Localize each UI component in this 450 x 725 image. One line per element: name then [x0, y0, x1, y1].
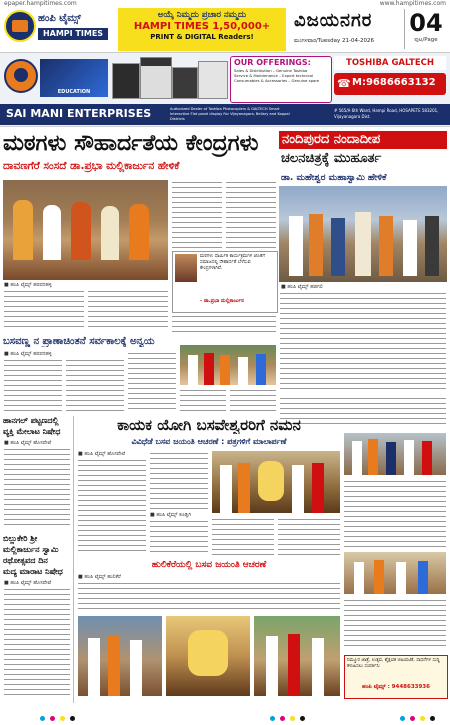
city-name: ವಿಜಯನಗರ [294, 10, 373, 31]
right-headline[interactable]: ನಂದಿಪುರದ ನಂದಾದೀಪ [282, 132, 381, 147]
lead-body-1 [4, 289, 84, 331]
offering-item: Sales & Distribution – Genuine Toshiba [234, 68, 308, 73]
left-h1[interactable]: ಹಾನಗಲ್ ಪಟ್ಟಣದಲ್ಲಿ [3, 416, 59, 425]
lead-byline: ■ ಹಂಪಿ ಟೈಮ್ಸ್ ಹರಪನಹಳ್ಳಿ [4, 282, 52, 288]
printer-icon [172, 67, 198, 99]
left-h2[interactable]: ವ್ಯಕ್ತಿ ಮೇಲಾಟ ನಿಷೇಧ [3, 427, 61, 436]
brand-box [334, 56, 446, 70]
hul-photo-2 [166, 616, 250, 696]
rb-body-1 [344, 479, 446, 549]
hul-headline[interactable]: ಹುಲಿಕೆರೆಯಲ್ಲಿ ಬಸವ ಜಯಂತಿ ಆಚರಣೆ [151, 560, 267, 570]
page-label: ಪುಟ/Page [414, 37, 438, 43]
company-address: # 565/A 6th Ward, Hampi Road, HOSAPETE 583201, Vijayanagara Dist. [334, 108, 439, 119]
right-photo [279, 186, 447, 282]
right-headline2[interactable]: ಚಲನಚಿತ್ರಕ್ಕೆ ಮುಹೂರ್ತ [281, 151, 382, 166]
contact-text: ನಿಮ್ಮೂರ ಜಾತ್ರೆ, ಉತ್ಸವ, ಶೈಕ್ಷಣಿಕ ಚಟುವಟಿಕೆ, ಸಾಧನೆಗಳ ಸುದ್ದಿ ಕಳುಹಿಸಲು ಸಂಪರ್ಕಿಸಿ: [347, 658, 440, 669]
basava-body-3 [150, 519, 208, 555]
top-url-strip [0, 0, 450, 8]
brand-name: TOSHIBA GALTECH [346, 58, 434, 68]
lead-body-5 [172, 314, 276, 332]
right-subhead: ಡಾ. ಮಹೇಶ್ವರ ಮಹಾಸ್ವಾಮಿ ಹೇಳಿಕೆ [281, 173, 387, 183]
promo-line3: PRINT & DIGITAL Readers! [150, 33, 254, 41]
mid-body-3 [128, 351, 176, 413]
basava-body-2 [150, 451, 208, 509]
contact-box[interactable] [344, 655, 448, 699]
page-number-box [404, 9, 447, 49]
education-ad [40, 59, 108, 97]
hul-body-1 [78, 581, 340, 613]
mid-photo [180, 345, 276, 385]
quote-photo [175, 254, 197, 282]
left-byline1: ■ ಹಂಪಿ ಟೈಮ್ಸ್ ಹೊಸಪೇಟೆ [4, 440, 52, 446]
company-name: SAI MANI ENTERPRISES [6, 107, 152, 120]
logo-english: HAMPI TIMES [42, 29, 104, 38]
logo-english-badge [38, 28, 108, 40]
phone-number[interactable]: M:9686663132 [352, 77, 436, 88]
offering-item: Service & Maintenance – Expert technical [234, 73, 314, 78]
offerings-title: OUR OFFERINGS: [234, 58, 311, 67]
lead-body-3 [172, 180, 222, 248]
mid-body-4 [180, 388, 226, 413]
basava-subhead: ವಿವಿಧೆಡೆ ಬಸವ ಜಯಂತಿ ಆಚರಣೆ : ಪತ್ರಗಳಿಗೆ ಮಾಲಾರ್ಪಣೆ [131, 437, 287, 446]
hul-byline: ■ ಹಂಪಿ ಟೈಮ್ಸ್ ಹುಲಿಕೆರೆ [78, 574, 121, 580]
registration-dots [40, 706, 75, 725]
promo-box [118, 8, 286, 51]
promo-line2: HAMPI TIMES 1,50,000+ [133, 21, 271, 32]
logo-kannada: ಹಂಪಿ ಟೈಮ್ಸ್ [38, 13, 81, 24]
quote-box [172, 251, 278, 313]
registration-dots [400, 706, 435, 725]
rb-photo-2 [344, 552, 446, 594]
hampi-times-logo [4, 10, 36, 42]
basava-byline1: ■ ಹಂಪಿ ಟೈಮ್ಸ್ ಹೊಸಪೇಟೆ [78, 451, 126, 457]
registration-dots [270, 706, 305, 725]
basava-body-4 [212, 517, 274, 555]
mid-body-2 [66, 358, 124, 412]
company-tagline: Authorized Dealer of Toshiba Photocopiers & GALTECH Smart Interactive Flat panel display For Vijayanagara, Bellary and Koppal Districts [170, 107, 290, 121]
right-byline: ■ ಹಂಪಿ ಟೈಮ್ಸ್ ಹಡಗಲಿ [281, 284, 323, 290]
offering-item: Consumables & Accessories – Genuine spare [234, 78, 320, 83]
hul-photo-3 [254, 616, 340, 696]
basava-byline2: ■ ಹಂಪಿ ಟೈಮ್ಸ್ ಕೂಡ್ಲಿಗಿ [150, 512, 192, 518]
date-line: ಮಂಗಳವಾರ/Tuesday 21-04-2026 [294, 38, 374, 44]
lead-body-2 [88, 289, 168, 331]
lead-photo [3, 180, 168, 280]
mid-byline: ■ ಹಂಪಿ ಟೈಮ್ಸ್ ಹರಪನಹಳ್ಳಿ [4, 351, 52, 357]
top-url-left[interactable]: epaper.hampitimes.com [4, 0, 77, 7]
mid-body-5 [230, 388, 276, 413]
right-headline-box[interactable] [279, 131, 447, 149]
masthead [0, 8, 450, 51]
ad-banner[interactable] [0, 52, 450, 127]
footer-strip [0, 703, 450, 714]
phone-box[interactable] [334, 73, 446, 95]
basava-body-5 [278, 517, 340, 555]
column-rule [73, 416, 74, 704]
company-bar [0, 104, 450, 125]
quote-author: - ಡಾ.ಪ್ರಭಾ ಮಲ್ಲಿಕಾರ್ಜುನ [200, 298, 244, 304]
right-body-1 [280, 291, 446, 391]
lead-subhead: ದಾವಣಗೆರೆ ಸಂಸದೆ ಡಾ.ಪ್ರಭಾ ಮಲ್ಲಿಕಾರ್ಜುನ ಹೇಳಿಕೆ [3, 160, 180, 172]
top-url-right[interactable]: www.hampitimes.com [379, 0, 446, 7]
mid-headline[interactable]: ಬಸವಣ್ಣ ನ ಪ್ರಾಣಾಚಿಂತನೆ ಸರ್ವಕಾಲಕ್ಕೆ ಅನ್ವಯ [3, 336, 155, 347]
offerings-box [230, 56, 332, 103]
left-byline2: ■ ಹಂಪಿ ಟೈಮ್ಸ್ ಹೊಸಪೇಟೆ [4, 580, 52, 586]
left-body-1 [4, 447, 70, 529]
photocopier-icon [140, 57, 172, 99]
page-number: 04 [409, 9, 443, 37]
rb-body-2 [344, 598, 446, 650]
lead-headline[interactable]: ಮಠಗಳು ಸೌಹಾರ್ದತೆಯ ಕೇಂದ್ರಗಳು [3, 131, 259, 156]
rb-photo-1 [344, 433, 446, 475]
mid-body-1 [4, 358, 62, 412]
photocopier-icon [198, 61, 228, 99]
left-body-2 [4, 587, 70, 699]
basava-headline[interactable]: ಕಾಯಕ ಯೋಗಿ ಬಸವೇಶ್ವರರಿಗೆ ನಮನ [117, 416, 301, 434]
quote-text: ಮಠಗಳು ಧಾರ್ಮಿಕ ಕಾರ್ಯಕ್ರಮಗಳ ಜೊತೆಗೆ ಸಮಾಜದಲ್ಲಿ ಸೌಹಾರ್ದತೆ ಬೆಳೆಸುವ ಕೇಂದ್ರಗಳಾಗಿವೆ. [200, 254, 266, 271]
printer-icon [112, 63, 140, 99]
phone-icon: ☎ [337, 77, 351, 90]
promo-line1: ಅಯ್ಕೆ ನಿಮ್ಮದು ಪ್ರಚಾರ ನಮ್ಮದು [157, 10, 247, 20]
left-h3[interactable]: ಬಿಲ್ಲುಕೇರಿ ಶ್ರೀ [3, 534, 38, 543]
lead-body-4 [226, 180, 276, 248]
sai-mani-logo [4, 59, 38, 93]
left-h5[interactable]: ರಥೋತ್ಸವದ ದಿನ [3, 556, 48, 565]
basava-photo [212, 451, 340, 513]
education-label: EDUCATION [57, 89, 91, 95]
contact-phone[interactable]: ಹಂಪಿ ಟೈಮ್ಸ್ : 9448633936 [362, 684, 430, 690]
basava-body-1 [78, 458, 146, 554]
hul-photo-1 [78, 616, 162, 696]
left-h6[interactable]: ಮದ್ಯ ಮಾರಾಟ ನಿಷೇಧ [3, 567, 63, 576]
left-h4[interactable]: ಮಲ್ಲಿಕಾರ್ಜುನ ಸ್ವಾಮಿ [3, 545, 59, 554]
